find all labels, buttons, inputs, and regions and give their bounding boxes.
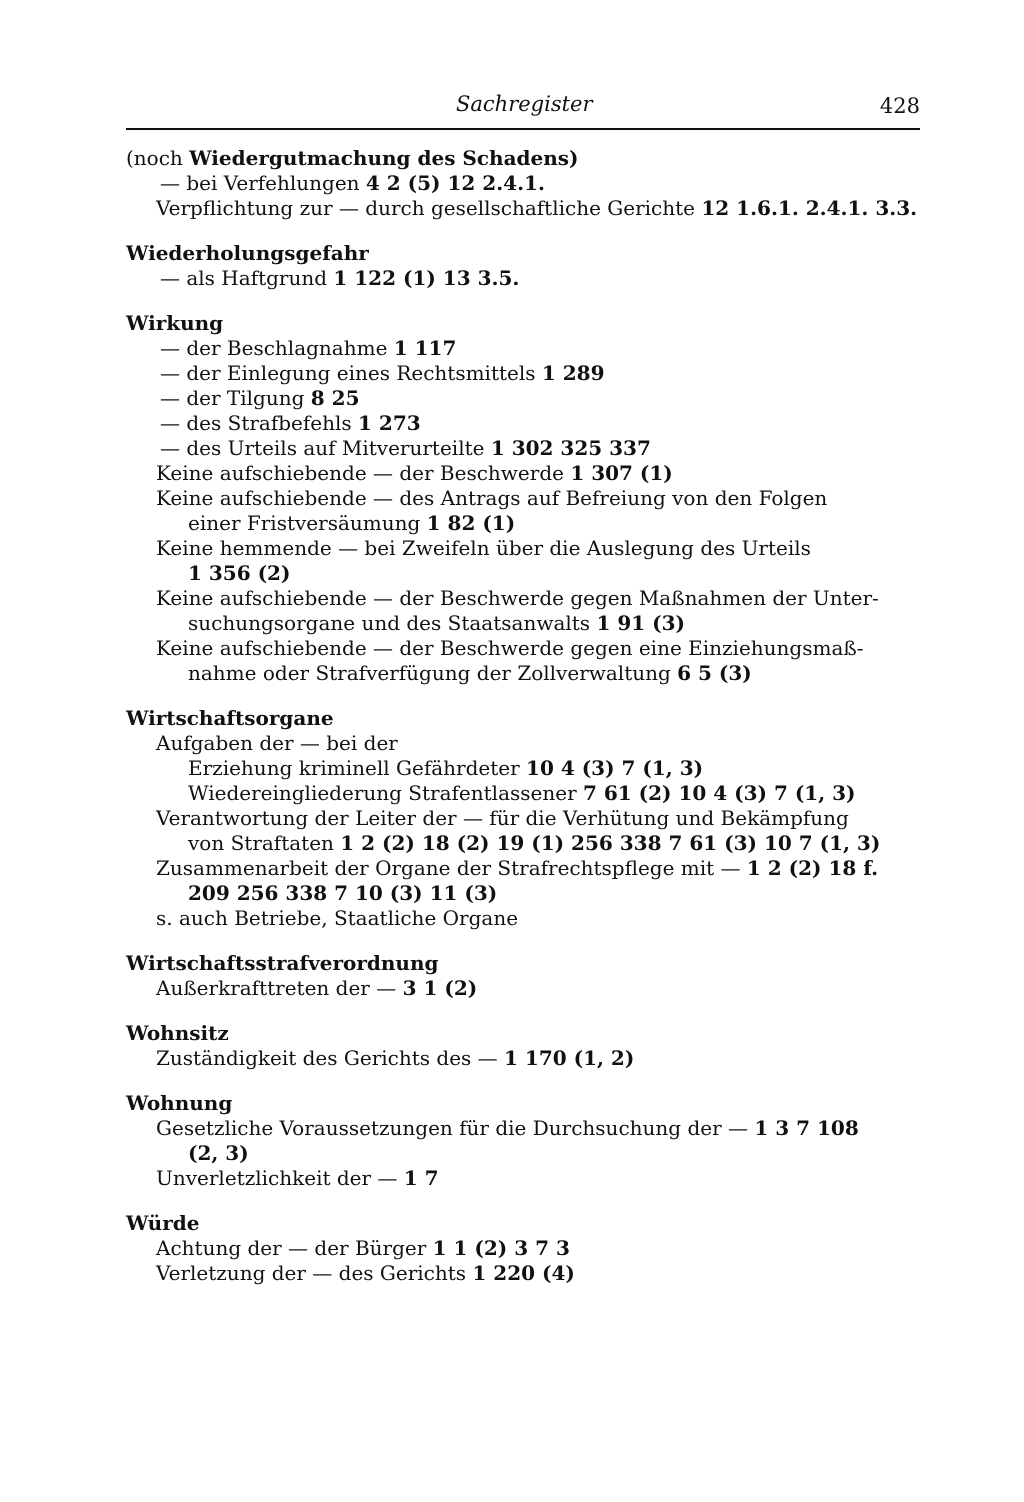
- entry-reference: (2, 3): [188, 1141, 249, 1165]
- entry-reference: 1 2 (2) 18 (2) 19 (1) 256 338 7 61 (3) 10 7 (1, 3): [340, 831, 881, 855]
- index-entry: [126, 486, 926, 511]
- index-entry: [126, 171, 926, 196]
- entry-reference: 10 4 (3) 7 (1, 3): [526, 756, 704, 780]
- index-entry: [126, 536, 926, 561]
- entry-text: Verantwortung der Leiter der — für die Verhütung und Bekämpfung: [156, 806, 849, 830]
- entry-text: Keine aufschiebende — des Antrags auf Befreiung von den Folgen: [156, 486, 828, 510]
- entry-text: Achtung der — der Bürger: [156, 1236, 433, 1260]
- entry-keyword: Wirkung: [126, 311, 224, 335]
- index-heading: [126, 241, 926, 266]
- index-entry: [126, 831, 926, 856]
- entry-text: von Straftaten: [188, 831, 341, 855]
- index-entry: [126, 661, 926, 686]
- entry-text: s. auch Betriebe, Staatliche Organe: [156, 906, 519, 930]
- index-heading: [126, 1091, 926, 1116]
- index-entry: [126, 336, 926, 361]
- entry-keyword: Würde: [126, 1211, 200, 1235]
- entry-text: Zuständigkeit des Gerichts des —: [156, 1046, 505, 1070]
- entry-text: Zusammenarbeit der Organe der Strafrechtspflege mit —: [156, 856, 747, 880]
- entry-reference: 1 7: [403, 1166, 439, 1190]
- entry-keyword: Wohnsitz: [126, 1021, 229, 1045]
- index-heading: [126, 311, 926, 336]
- entry-reference: 6 5 (3): [677, 661, 752, 685]
- entry-keyword: Wohnung: [126, 1091, 233, 1115]
- index-entry: [126, 386, 926, 411]
- entry-keyword: Wiedergutmachung des Schadens): [189, 146, 579, 170]
- index-heading: [126, 1211, 926, 1236]
- entry-text: Keine aufschiebende — der Beschwerde gegen Maßnahmen der Unter-: [156, 586, 879, 610]
- entry-reference: 1 220 (4): [472, 1261, 575, 1285]
- index-entry: [126, 361, 926, 386]
- index-entry: [126, 856, 926, 881]
- entry-text: — des Strafbefehls: [160, 411, 359, 435]
- index-entry: [126, 586, 926, 611]
- index-entry: [126, 1141, 926, 1166]
- entry-reference: 1 302 325 337: [490, 436, 651, 460]
- index-entry: [126, 731, 926, 756]
- index-entry: [126, 1166, 926, 1191]
- entry-text: Keine aufschiebende — der Beschwerde gegen eine Einziehungsmaß-: [156, 636, 864, 660]
- index-entry: [126, 266, 926, 291]
- index-entry: [126, 146, 926, 171]
- entry-reference: 8 25: [310, 386, 360, 410]
- index-content: [126, 146, 926, 1286]
- entry-text: — des Urteils auf Mitverurteilte: [160, 436, 491, 460]
- entry-reference: 7 61 (2) 10 4 (3) 7 (1, 3): [583, 781, 856, 805]
- entry-reference: 1 3 7 108: [754, 1116, 859, 1140]
- entry-reference: 1 122 (1) 13 3.5.: [333, 266, 520, 290]
- page-number: 428: [879, 94, 920, 118]
- entry-reference: 209 256 338 7 10 (3) 11 (3): [188, 881, 498, 905]
- entry-text: suchungsorgane und des Staatsanwalts: [188, 611, 597, 635]
- entry-reference: 1 2 (2) 18 f.: [746, 856, 879, 880]
- entry-reference: 4 2 (5) 12 2.4.1.: [365, 171, 545, 195]
- entry-reference: 1 117: [393, 336, 457, 360]
- entry-reference: 12 1.6.1. 2.4.1. 3.3.: [701, 196, 918, 220]
- index-entry: [126, 1261, 926, 1286]
- entry-keyword: Wirtschaftsstrafverordnung: [126, 951, 439, 975]
- entry-reference: 1 170 (1, 2): [504, 1046, 635, 1070]
- entry-text: — als Haftgrund: [160, 266, 334, 290]
- entry-text: Unverletzlichkeit der —: [156, 1166, 404, 1190]
- entry-text: Außerkrafttreten der —: [156, 976, 403, 1000]
- index-entry: [126, 756, 926, 781]
- index-entry: [126, 611, 926, 636]
- index-entry: [126, 561, 926, 586]
- entry-text: — bei Verfehlungen: [160, 171, 366, 195]
- index-entry: [126, 781, 926, 806]
- index-heading: [126, 951, 926, 976]
- entry-reference: 1 1 (2) 3 7 3: [432, 1236, 570, 1260]
- entry-text: Wiedereingliederung Strafentlassener: [188, 781, 583, 805]
- entry-reference: 1 273: [358, 411, 421, 435]
- index-heading: [126, 1021, 926, 1046]
- entry-text: nahme oder Strafverfügung der Zollverwaltung: [188, 661, 678, 685]
- entry-text: (noch: [126, 146, 190, 170]
- index-entry: [126, 906, 926, 931]
- entry-keyword: Wiederholungsgefahr: [126, 241, 369, 265]
- entry-reference: 1 307 (1): [570, 461, 673, 485]
- index-entry: [126, 1116, 926, 1141]
- index-entry: [126, 411, 926, 436]
- index-entry: [126, 511, 926, 536]
- index-entry: [126, 806, 926, 831]
- index-entry: [126, 1236, 926, 1261]
- entry-text: — der Einlegung eines Rechtsmittels: [160, 361, 542, 385]
- entry-reference: 1 91 (3): [596, 611, 685, 635]
- entry-text: Verpflichtung zur — durch gesellschaftliche Gerichte: [156, 196, 702, 220]
- entry-text: einer Fristversäumung: [188, 511, 427, 535]
- index-entry: [126, 976, 926, 1001]
- running-title: Sachregister: [456, 92, 593, 116]
- index-entry: [126, 636, 926, 661]
- entry-text: — der Tilgung: [160, 386, 311, 410]
- entry-keyword: Wirtschaftsorgane: [126, 706, 334, 730]
- entry-text: — der Beschlagnahme: [160, 336, 394, 360]
- entry-reference: 3 1 (2): [402, 976, 478, 1000]
- entry-text: Gesetzliche Voraussetzungen für die Durchsuchung der —: [156, 1116, 755, 1140]
- entry-reference: 1 289: [541, 361, 605, 385]
- entry-reference: 1 356 (2): [188, 561, 291, 585]
- entry-text: Erziehung kriminell Gefährdeter: [188, 756, 527, 780]
- entry-text: Verletzung der — des Gerichts: [156, 1261, 473, 1285]
- index-entry: [126, 436, 926, 461]
- index-entry: [126, 1046, 926, 1071]
- page-header: [126, 92, 920, 130]
- index-entry: [126, 881, 926, 906]
- index-entry: [126, 461, 926, 486]
- entry-text: Aufgaben der — bei der: [156, 731, 398, 755]
- index-heading: [126, 706, 926, 731]
- entry-text: Keine aufschiebende — der Beschwerde: [156, 461, 571, 485]
- entry-text: Keine hemmende — bei Zweifeln über die Auslegung des Urteils: [156, 536, 811, 560]
- entry-reference: 1 82 (1): [426, 511, 516, 535]
- index-entry: [126, 196, 926, 221]
